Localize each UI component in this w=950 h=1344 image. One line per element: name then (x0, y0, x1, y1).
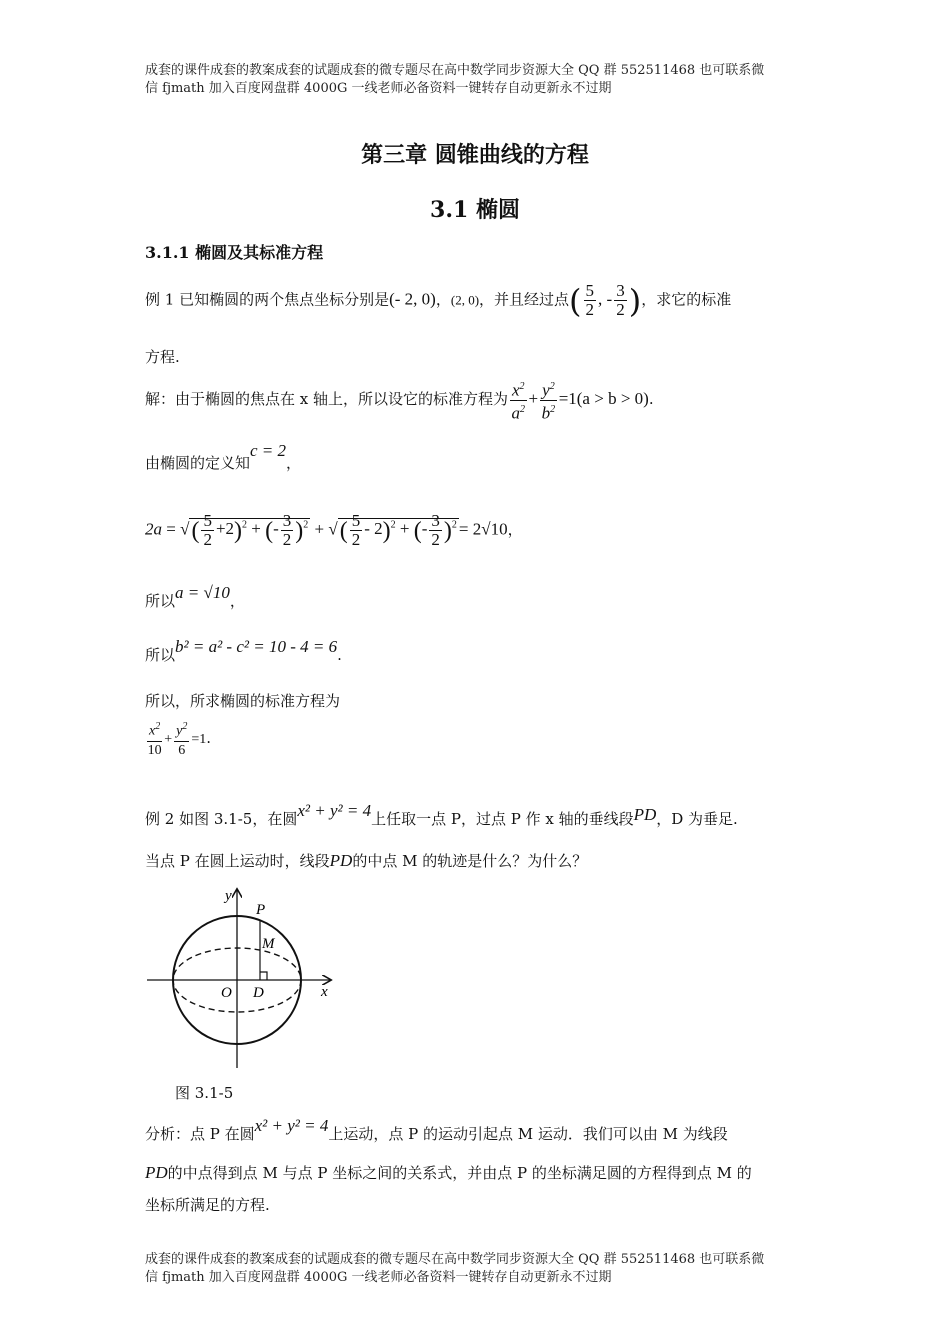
example1-line1: 例 1 已知椭圆的两个焦点坐标分别是(- 2, 0)，(2, 0)，并且经过点( $\frac{5}{2}$ , - $\frac{3}{2}$ )，求它的标准 (145, 281, 732, 320)
banner-line-1: 成套的课件成套的教案成套的试题成套的微专题尽在高中数学同步资源大全 QQ 群 552511468 也可联系微 (145, 63, 765, 78)
example1-text-a: 已知椭圆的两个焦点坐标分别是 (179, 290, 390, 309)
example2-line2: 当点 P 在圆上运动时，线段PD的中点 M 的轨迹是什么？为什么？ (145, 851, 588, 870)
example2-line1: 例 2 如图 3.1-5，在圆x² + y² = 4上任取一点 P，过点 P 作 x 轴的垂线段PD，D 为垂足. (145, 801, 738, 828)
focus1: (- 2, 0) (389, 289, 436, 309)
point-frac-2: $\frac{3}{2}$ (616, 281, 625, 319)
header-banner (145, 62, 815, 98)
label-p: P (256, 902, 266, 918)
example1-text-b: ，并且经过点 (479, 290, 570, 309)
label-m: M (262, 936, 275, 952)
footer-banner (145, 1251, 815, 1287)
ellipse-eq-tail: =1(a > b > 0) (558, 389, 649, 409)
label-d: D (253, 985, 264, 1001)
right-angle-mark (260, 972, 267, 980)
b-squared: b² = a² - c² = 10 - 4 = 6 (175, 637, 338, 656)
solution-line1: 解：由于椭圆的焦点在 x 轴上，所以设它的标准方程为 $\frac{x^2}{a^2}$ + $\frac{y^2}{b^2}$ =1(a > b > 0). (145, 378, 654, 422)
solution-line3: 2a = √( $\frac{5}{2}$ +2)$^2$ + (- $\frac{3}{2}$ )$^2$ + √( $\frac{5}{2}$ - 2)$^2$ + (- $\frac{3}{2}$ )$^2$ = 2√10， (145, 511, 523, 549)
example1-line2: 方程. (145, 348, 180, 366)
two-a-result: = 2√10 (458, 519, 508, 539)
analysis-line1: 分析：点 P 在圆x² + y² = 4上运动，点 P 的运动引起点 M 运动．我们可以由 M 为线段 (145, 1116, 728, 1143)
segment-pd: PD (633, 805, 657, 824)
solution-text-1: 解：由于椭圆的焦点在 x 轴上，所以设它的标准方程为 (145, 390, 508, 409)
example2-label: 例 2 (145, 810, 175, 828)
chapter-title: 第三章 圆锥曲线的方程 (361, 142, 589, 168)
solution-line6: 所以，所求椭圆的标准方程为 (145, 692, 341, 710)
solution-line5: 所以b² = a² - c² = 10 - 4 = 6. (145, 637, 342, 664)
analysis-line3: 坐标所满足的方程. (145, 1196, 270, 1214)
c-value: c = 2 (250, 441, 287, 460)
a-value: a = √10 (175, 583, 230, 602)
footer-line-1: 成套的课件成套的教案成套的试题成套的微专题尽在高中数学同步资源大全 QQ 群 552511468 也可联系微 (145, 1252, 765, 1267)
section-title: 3.1 椭圆 (430, 197, 520, 223)
solution-line4: 所以a = √10， (145, 583, 245, 610)
example1-text-c: ，求它的标准 (641, 290, 732, 309)
label-y: y (225, 888, 232, 904)
banner-line-2: 信 fjmath 加入百度网盘群 4000G 一线老师必备资料一键转存自动更新永不过期 (145, 81, 612, 96)
example1-label: 例 1 (145, 290, 175, 309)
solution-line2: 由椭圆的定义知c = 2， (145, 441, 302, 472)
focus2: (2, 0) (450, 292, 480, 308)
label-o: O (221, 985, 232, 1001)
analysis-line2: PD的中点得到点 M 与点 P 坐标之间的关系式，并由点 P 的坐标满足圆的方程得到点 M 的 (145, 1163, 752, 1182)
point-frac-1: $\frac{5}{2}$ (585, 281, 595, 319)
footer-line-2: 信 fjmath 加入百度网盘群 4000G 一线老师必备资料一键转存自动更新永不过期 (145, 1270, 612, 1285)
circle-equation: x² + y² = 4 (297, 801, 372, 820)
figure-caption: 图 3.1-5 (175, 1084, 234, 1102)
final-equation: $\frac{x^2}{10}$ + $\frac{y^2}{6}$ =1. (145, 718, 211, 760)
label-x: x (321, 984, 328, 1000)
figure-circle-diagram (145, 880, 345, 1070)
comma1: ， (435, 290, 451, 309)
subsection-title: 3.1.1 椭圆及其标准方程 (145, 243, 324, 262)
